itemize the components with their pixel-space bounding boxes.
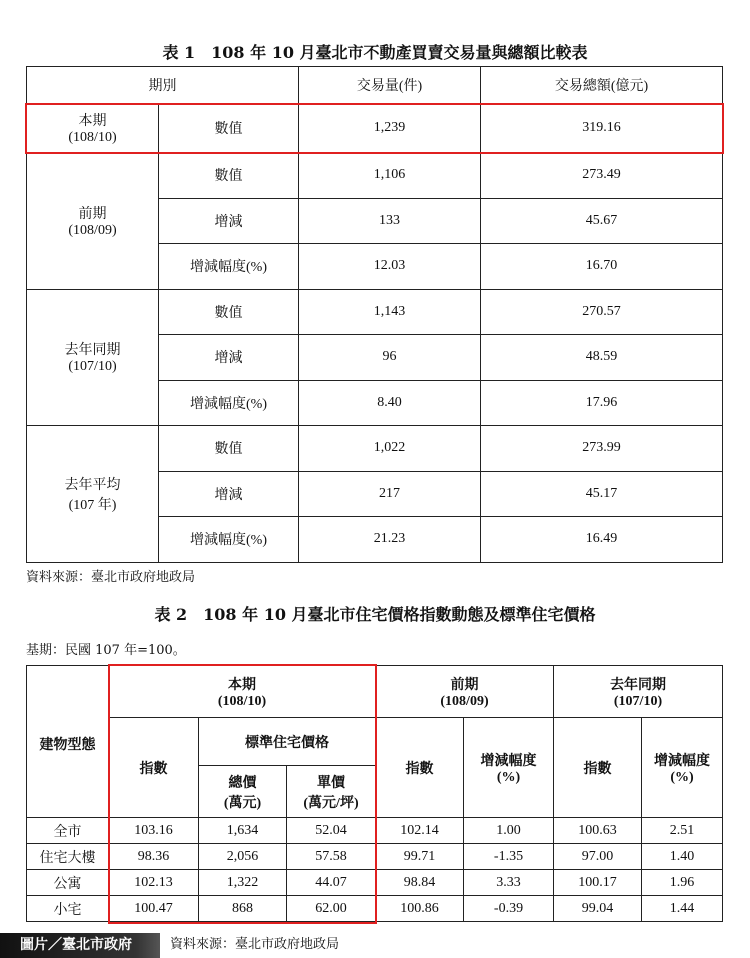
cell-amount: 270.57: [481, 289, 723, 335]
cell-value: 1.00: [464, 818, 554, 844]
header-lastyear-change: 增減幅度: [654, 753, 710, 769]
building-type: 住宅大樓: [27, 844, 109, 870]
header-current-period: (108/10): [217, 693, 267, 709]
cell-value: 102.14: [376, 818, 464, 844]
cell-value: 57.58: [287, 844, 376, 870]
cell-value: 1.44: [642, 896, 723, 922]
cell-count: 12.03: [299, 244, 481, 290]
cell-value: 98.84: [376, 870, 464, 896]
header-count: 交易量(件): [299, 67, 481, 104]
header-lastyear-index: 指數: [554, 718, 642, 818]
cell-value: 3.33: [464, 870, 554, 896]
cell-count: 1,106: [299, 153, 481, 199]
header-lastyear-period: (107/10): [613, 693, 663, 709]
header-prev-change: 增減幅度: [480, 753, 537, 769]
header-total: 總價: [228, 775, 257, 791]
cell-amount: 45.17: [481, 471, 723, 517]
header-total-unit: (萬元): [223, 795, 262, 811]
cell-count: 8.40: [299, 380, 481, 426]
header-prev: 前期: [450, 677, 479, 693]
header-current: 本期: [228, 677, 256, 693]
building-type: 小宅: [27, 896, 109, 922]
cell-amount: 16.70: [481, 244, 723, 290]
header-unit: 單價: [317, 775, 345, 791]
cell-amount: 319.16: [481, 104, 723, 153]
price-index-table: [26, 665, 723, 922]
cell-value: 102.13: [109, 870, 199, 896]
cell-item: 增減幅度(%): [159, 244, 299, 290]
cell-item: 增減幅度(%): [159, 380, 299, 426]
cell-value: 2,056: [199, 844, 287, 870]
cell-amount: 273.99: [481, 426, 723, 472]
cell-value: 100.63: [554, 818, 642, 844]
header-prev-period: (108/09): [440, 693, 489, 709]
cell-count: 1,143: [299, 289, 481, 335]
period-label: 去年平均: [64, 477, 121, 493]
table-row: [27, 896, 723, 922]
table1-source: 資料來源：臺北市政府地政局: [26, 570, 196, 585]
header-prev-pct: (%): [496, 769, 521, 785]
cell-count: 133: [299, 198, 481, 244]
cell-value: 99.71: [376, 844, 464, 870]
header-amount: 交易總額(億元): [481, 67, 723, 104]
header-lastyear-pct: (%): [670, 769, 694, 785]
table2-title: 表 2 108 年 10 月臺北市住宅價格指數動態及標準住宅價格: [154, 605, 596, 624]
cell-count: 96: [299, 335, 481, 381]
cell-value: 52.04: [287, 818, 376, 844]
building-type: 全市: [27, 818, 109, 844]
cell-value: 1,322: [199, 870, 287, 896]
cell-value: 868: [199, 896, 287, 922]
cell-item: 增減: [159, 471, 299, 517]
cell-value: 100.86: [376, 896, 464, 922]
period-label: 前期: [78, 206, 107, 222]
header-period: 期別: [27, 67, 299, 104]
header-lastyear: 去年同期: [610, 677, 666, 693]
cell-item: 數值: [159, 104, 299, 153]
cell-item: 增減: [159, 335, 299, 381]
cell-value: 103.16: [109, 818, 199, 844]
table1-title: 表 1 108 年 10 月臺北市不動產買賣交易量與總額比較表: [162, 43, 588, 62]
cell-item: 數值: [159, 426, 299, 472]
period-range: (108/09): [68, 222, 117, 238]
period-range: (107 年): [68, 497, 117, 513]
header-std-price: 標準住宅價格: [199, 718, 376, 766]
cell-item: 數值: [159, 289, 299, 335]
cell-item: 增減: [159, 198, 299, 244]
cell-count: 1,022: [299, 426, 481, 472]
cell-amount: 16.49: [481, 517, 723, 563]
cell-amount: 273.49: [481, 153, 723, 199]
table-row: [27, 104, 723, 153]
cell-value: 99.04: [554, 896, 642, 922]
table-row: [27, 289, 723, 335]
period-range: (107/10): [68, 359, 117, 375]
cell-value: 1,634: [199, 818, 287, 844]
table-row: [27, 870, 723, 896]
cell-item: 數值: [159, 153, 299, 199]
cell-value: 100.47: [109, 896, 199, 922]
header-prev-index: 指數: [376, 718, 464, 818]
table2-base: 基期：民國 107 年=100。: [26, 643, 186, 658]
building-type: 公寓: [27, 870, 109, 896]
cell-amount: 17.96: [481, 380, 723, 426]
cell-count: 21.23: [299, 517, 481, 563]
table-row: [27, 426, 723, 472]
cell-count: 217: [299, 471, 481, 517]
transaction-table: [26, 66, 723, 563]
image-credit-badge: 圖片／臺北市政府: [0, 933, 160, 958]
cell-count: 1,239: [299, 104, 481, 153]
period-range: (108/10): [68, 130, 117, 145]
cell-amount: 48.59: [481, 335, 723, 381]
period-label: 去年同期: [64, 343, 121, 359]
header-type: 建物型態: [27, 666, 109, 818]
period-label: 本期: [78, 114, 107, 129]
cell-value: 44.07: [287, 870, 376, 896]
table2-source: 資料來源：臺北市政府地政局: [170, 937, 340, 952]
cell-value: 98.36: [109, 844, 199, 870]
header-index: 指數: [109, 718, 199, 818]
cell-value: 1.96: [642, 870, 723, 896]
cell-value: 100.17: [554, 870, 642, 896]
cell-value: -1.35: [464, 844, 554, 870]
table-row: [27, 844, 723, 870]
table-row: [27, 818, 723, 844]
table-row: [27, 153, 723, 199]
cell-value: 62.00: [287, 896, 376, 922]
cell-value: -0.39: [464, 896, 554, 922]
cell-value: 97.00: [554, 844, 642, 870]
cell-value: 1.40: [642, 844, 723, 870]
cell-item: 增減幅度(%): [159, 517, 299, 563]
header-unit-unit: (萬元/坪): [303, 795, 359, 811]
cell-amount: 45.67: [481, 198, 723, 244]
cell-value: 2.51: [642, 818, 723, 844]
